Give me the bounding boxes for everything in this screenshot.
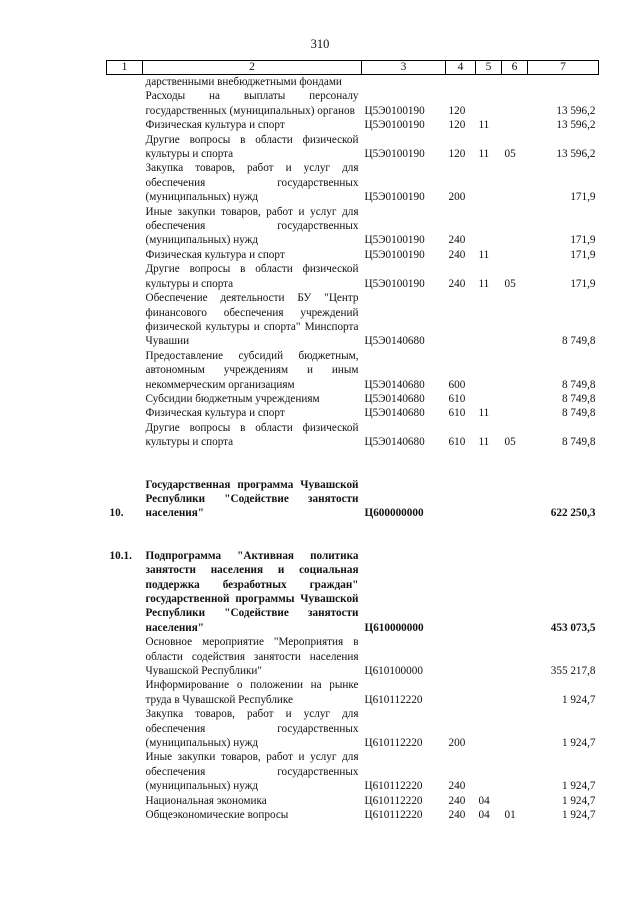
row-rz [476,392,502,406]
row-pr [502,392,528,406]
row-sum: 1 924,7 [561,693,596,706]
row-code: Ц610100000 [364,665,423,678]
row-name: Физическая культура и спорт [145,248,285,261]
row-sum: 453 073,5 [550,621,596,634]
row-pr [502,349,528,392]
table-header-row [107,61,599,75]
row-number [107,89,143,118]
row-pr [502,118,528,132]
table-row [107,349,599,392]
row-sum: 8 749,8 [561,407,596,420]
row-name: Закупка товаров, работ и услуг для обеспечения государственных (муниципальных) нужд [145,162,359,204]
table-row [107,750,599,793]
table-row [107,248,599,262]
row-code: Ц610112220 [364,809,423,822]
row-vr [446,75,476,90]
table-row [107,421,599,450]
row-rz [476,89,502,118]
row-name: Закупка товаров, работ и услуг для обеспечения государственных (муниципальных) нужд [145,708,359,750]
row-rz [476,549,502,635]
row-vr [446,549,476,635]
table-row-program [107,478,599,521]
row-name: Национальная экономика [145,794,267,807]
spacer-row [107,535,599,549]
row-rz: 11 [478,148,490,161]
row-code: Ц610112220 [364,780,423,793]
spacer-row [107,464,599,478]
table-row [107,406,599,420]
table-row [107,262,599,291]
row-vr: 240 [448,234,466,247]
row-code: Ц5Э0100190 [364,248,425,261]
row-sum: 8 749,8 [561,335,596,348]
row-number: 10.1. [109,549,132,562]
header-col-5: 5 [476,61,502,75]
row-sum: 8 749,8 [561,392,596,405]
table-row [107,678,599,707]
header-col-2: 2 [143,61,362,75]
row-number [107,291,143,349]
row-sum: 1 924,7 [561,794,596,807]
row-number [107,392,143,406]
row-code: Ц5Э0100190 [364,234,425,247]
row-number [107,421,143,450]
row-vr: 610 [448,407,466,420]
row-pr [502,794,528,808]
row-sum: 13 596,2 [556,104,596,117]
row-code: Ц5Э0140680 [364,407,425,420]
row-rz: 11 [478,277,490,290]
row-vr: 240 [448,248,466,261]
table-row [107,707,599,750]
row-rz [476,678,502,707]
header-col-7: 7 [528,61,599,75]
row-name: Иные закупки товаров, работ и услуг для обеспечения государственных (муниципальных) нужд [145,205,359,247]
row-sum: 8 749,8 [561,436,596,449]
row-vr: 120 [448,119,466,132]
row-pr: 05 [504,277,516,290]
row-rz [476,635,502,678]
row-sum: 171,9 [570,234,596,247]
row-sum: 1 924,7 [561,737,596,750]
row-rz [476,75,502,90]
table-row [107,291,599,349]
row-sum: 1 924,7 [561,780,596,793]
table-row [107,808,599,822]
row-name: Обеспечение деятельности БУ "Центр финансового обеспечения учреждений физической культуры и спорта" Минспорта Чувашии [145,292,359,348]
row-code: Ц5Э0100190 [364,191,425,204]
row-name: Иные закупки товаров, работ и услуг для обеспечения государственных (муниципальных) нужд [145,751,359,793]
row-rz [476,478,502,521]
row-vr: 120 [448,104,466,117]
row-sum: 13 596,2 [556,148,596,161]
row-pr [502,750,528,793]
row-sum: 622 250,3 [550,507,596,520]
row-vr: 600 [448,378,466,391]
row-sum: 13 596,2 [556,119,596,132]
row-sum: 171,9 [570,277,596,290]
row-sum: 171,9 [570,191,596,204]
table-row-subprogram [107,549,599,635]
row-name: Подпрограмма "Активная политика занятости населения и социальная поддержка безработных граждан" государственной программы Чувашской Республики "Содействие занятости населения" [145,549,359,634]
row-number [107,750,143,793]
table-row [107,635,599,678]
row-name: Другие вопросы в области физической культуры и спорта [145,421,359,449]
row-pr [502,161,528,204]
row-vr [446,678,476,707]
row-pr: 05 [504,148,516,161]
row-vr [446,635,476,678]
row-rz: 04 [478,809,490,822]
row-vr: 240 [448,794,466,807]
row-rz [476,291,502,349]
row-vr: 610 [448,392,466,405]
table-row [107,89,599,118]
table-row [107,205,599,248]
row-code: Ц5Э0100190 [364,104,425,117]
row-number [107,406,143,420]
row-pr: 05 [504,436,516,449]
header-col-4: 4 [446,61,476,75]
row-name: Другие вопросы в области физической культуры и спорта [145,133,359,161]
row-name: Основное мероприятие "Мероприятия в области содействия занятости населения Чувашской Республики" [145,636,359,678]
budget-table [106,60,599,823]
row-number [107,678,143,707]
row-number [107,118,143,132]
row-code: Ц5Э0100190 [364,148,425,161]
row-number [107,707,143,750]
row-name: Информирование о положении на рынке труда в Чувашской Республике [145,679,359,706]
table-row [107,75,599,90]
row-pr [502,291,528,349]
row-code: Ц5Э0140680 [364,378,425,391]
row-pr [502,707,528,750]
row-vr: 240 [448,809,466,822]
row-pr [502,406,528,420]
row-number [107,262,143,291]
row-name: Другие вопросы в области физической культуры и спорта [145,263,359,290]
row-pr [502,248,528,262]
row-name: дарственными внебюджетными фондами [145,76,342,88]
row-code: Ц5Э0140680 [364,392,425,405]
table-row [107,794,599,808]
row-number [107,161,143,204]
spacer-row [107,521,599,535]
row-rz [476,205,502,248]
row-sum: 8 749,8 [561,378,596,391]
row-pr [502,549,528,635]
row-code: Ц610112220 [364,737,423,750]
row-rz: 11 [478,119,490,132]
row-pr [502,89,528,118]
table-row [107,118,599,132]
row-pr [502,205,528,248]
row-rz [476,349,502,392]
table-row [107,392,599,406]
row-rz: 11 [478,436,490,449]
row-rz [476,750,502,793]
row-rz [476,707,502,750]
header-col-3: 3 [362,61,446,75]
spacer-row [107,450,599,464]
row-code: Ц5Э0140680 [364,436,425,449]
row-code: Ц610112220 [364,794,423,807]
row-name: Предоставление субсидий бюджетным, автономным учреждениям и иным некоммерческим организациям [145,349,359,391]
row-code [362,75,446,90]
row-rz: 11 [478,248,490,261]
row-vr: 120 [448,148,466,161]
row-name: Физическая культура и спорт [145,407,285,420]
table-row [107,133,599,162]
row-code: Ц610112220 [364,693,423,706]
row-code: Ц600000000 [364,507,424,520]
row-name: Общеэкономические вопросы [145,809,289,822]
row-code: Ц5Э0140680 [364,335,425,348]
row-number [107,349,143,392]
row-pr [502,478,528,521]
row-number: 10. [109,507,124,520]
row-code: Ц610000000 [364,621,424,634]
row-sum: 355 217,8 [550,665,596,678]
row-number [107,635,143,678]
row-code: Ц5Э0100190 [364,119,425,132]
header-col-6: 6 [502,61,528,75]
row-sum: 171,9 [570,248,596,261]
row-sum: 1 924,7 [561,809,596,822]
table-row [107,161,599,204]
row-name: Расходы на выплаты персоналу государственных (муниципальных) органов [145,90,359,117]
row-number [107,794,143,808]
row-rz: 11 [478,407,490,420]
header-col-1: 1 [107,61,143,75]
row-number [107,75,143,90]
row-name: Физическая культура и спорт [145,119,285,132]
row-pr [502,678,528,707]
row-number [107,133,143,162]
row-vr: 200 [448,737,466,750]
row-vr: 200 [448,191,466,204]
row-number [107,205,143,248]
row-rz: 04 [478,794,490,807]
row-name: Субсидии бюджетным учреждениям [145,392,320,405]
row-sum [528,75,599,90]
row-pr [502,75,528,90]
row-code: Ц5Э0100190 [364,277,425,290]
page-number: 310 [310,37,330,51]
row-vr [446,291,476,349]
row-vr: 610 [448,436,466,449]
row-rz [476,161,502,204]
row-pr: 01 [504,809,516,822]
row-pr [502,635,528,678]
row-vr: 240 [448,277,466,290]
row-name: Государственная программа Чувашской Республики "Содействие занятости населения" [145,478,359,520]
row-number [107,248,143,262]
row-number [107,808,143,822]
row-vr: 240 [448,780,466,793]
row-vr [446,478,476,521]
